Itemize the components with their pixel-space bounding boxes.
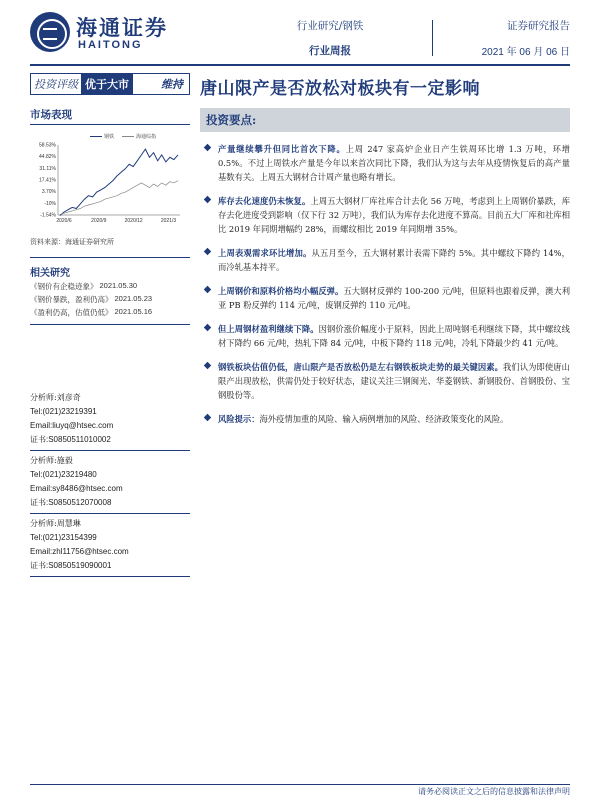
footer-disclaimer[interactable]: 请务必阅读正文之后的信息披露和法律声明 (418, 787, 570, 796)
rating-status: 维持 (161, 78, 183, 91)
diamond-bullet-icon (204, 196, 211, 203)
y-tick-label: 31.11% (39, 165, 56, 172)
key-points-list (200, 142, 570, 436)
logo-english-name: HAITONG (78, 39, 143, 51)
analyst-cert: 证书:S0850512070008 (30, 498, 112, 507)
diamond-bullet-icon (204, 414, 211, 421)
key-point: 上周表观需求环比增加。从五月至今，五大钢材累计表需下降约 5%。其中螺纹下降约 14%，而冷轧基本持平。 (200, 246, 570, 274)
chart-legend (90, 133, 156, 140)
report-meta-block (482, 18, 570, 58)
series-line-steel (60, 149, 178, 215)
related-item[interactable]: 《盈利仍高，估值仍低》 2021.05.16 (30, 307, 153, 317)
diamond-bullet-icon (204, 362, 211, 369)
left-sidebar (30, 73, 190, 325)
key-point: 产量继续攀升但同比首次下降。上周 247 家高炉企业日产生铁周环比增 1.3 万吨，环增 0.5%。不过上周铁水产量是今年以来首次同比下降，我们认为这与去年从疫情恢复后的高产量基数有关。上周五大钢材合计周产量也略有增长。 (200, 142, 570, 184)
y-tick-label: 44.82% (39, 154, 56, 161)
analyst-name: 分析师:刘彦奇 (30, 393, 81, 402)
legend-index: 海通综指 (122, 133, 156, 140)
key-point: 风险提示：海外疫情加重的风险、输入病例增加的风险、经济政策变化的风险。 (200, 412, 570, 426)
diamond-bullet-icon (204, 248, 211, 255)
legend-steel: 钢铁 (90, 133, 114, 140)
analyst-card (30, 388, 190, 451)
analyst-tel: Tel:(021)23154399 (30, 533, 97, 542)
analyst-cert: 证书:S0850519090001 (30, 561, 112, 570)
report-label: 证券研究报告 (507, 20, 570, 32)
analyst-card (30, 451, 190, 514)
market-section-title: 市场表现 (30, 107, 190, 125)
market-chart-svg (30, 131, 190, 231)
diamond-bullet-icon (204, 324, 211, 331)
report-category: 行业研究/钢铁 (296, 20, 364, 32)
analyst-tel: Tel:(021)23219480 (30, 470, 97, 479)
y-tick-label: -1.54% (40, 212, 56, 219)
related-item[interactable]: 《钢价暴跌，盈利仍高》 2021.05.23 (30, 294, 153, 304)
report-title: 唐山限产是否放松对板块有一定影响 (200, 79, 480, 99)
x-tick-label: 2020/9 (91, 218, 107, 224)
report-category-block (270, 18, 390, 58)
rating-key: 投资评级 (34, 78, 78, 91)
series-line-index (60, 181, 178, 215)
haitong-logo-icon (30, 12, 70, 52)
investment-rating (30, 73, 190, 95)
x-tick-label: 2021/3 (160, 218, 177, 224)
x-tick-label: 2020/12 (124, 218, 143, 224)
key-points-header: 投资要点: (200, 108, 570, 132)
related-title: 相关研究 (30, 268, 70, 279)
diamond-bullet-icon (204, 144, 211, 151)
analyst-card (30, 514, 190, 577)
analyst-tel: Tel:(021)23219391 (30, 407, 97, 416)
report-type: 行业周报 (309, 45, 351, 57)
y-tick-label: -10% (44, 200, 56, 207)
y-tick-label: 17.41% (39, 177, 56, 184)
analyst-email[interactable]: Email:zhl11756@htsec.com (30, 547, 129, 556)
y-tick-label: 58.53% (39, 142, 56, 149)
analyst-email[interactable]: Email:sy8486@htsec.com (30, 484, 123, 493)
analyst-name: 分析师:施毅 (30, 456, 73, 465)
company-logo (30, 12, 170, 52)
market-performance-chart (30, 131, 190, 231)
analyst-contacts (30, 388, 190, 577)
header-divider (432, 20, 433, 56)
footer-rule (30, 784, 570, 785)
chart-source: 资料来源：海通证券研究所 (30, 237, 190, 258)
analyst-cert: 证书:S0850511010002 (30, 435, 111, 444)
analyst-email[interactable]: Email:liuyq@htsec.com (30, 421, 114, 430)
diamond-bullet-icon (204, 286, 211, 293)
related-research (30, 264, 190, 325)
report-header (0, 0, 600, 64)
report-date: 2021 年 06 月 06 日 (481, 47, 570, 58)
key-point: 库存去化速度仍未恢复。上周五大钢材厂库社库合计去化 56 万吨，考虑到上上周钢价暴跌，库存去化进度受到影响（仅下行 32 万吨），我们认为库存去化进度不算高。目前五大厂库和社库相比 2019 年同期增幅约 28%，而螺纹相比 2019 年同期增 35%。 (200, 194, 570, 236)
key-point: 上周钢价和原料价格均小幅反弹。五大钢材反弹约 100-200 元/吨，但原料也跟着反弹，澳大利亚 PB 粉反弹约 114 元/吨，废钢反弹约 110 元/吨。 (200, 284, 570, 312)
y-tick-label: 3.70% (41, 189, 56, 196)
x-tick-label: 2020/6 (56, 218, 72, 224)
rating-value: 优于大市 (81, 74, 133, 94)
related-item[interactable]: 《钢价有企稳迹象》 2021.05.30 (30, 281, 138, 291)
analyst-name: 分析师:周慧琳 (30, 519, 81, 528)
logo-chinese-name: 海通证券 (76, 15, 168, 40)
key-point: 但上周钢材盈利继续下降。因钢价涨价幅度小于原料，因此上周吨钢毛利继续下降，其中螺纹线材下降约 66 元/吨，热轧下降 84 元/吨，中板下降约 118 元/吨，冷轧下降最少约 41 元/吨。 (200, 322, 570, 350)
key-point: 钢铁板块估值仍低，唐山限产是否放松仍是左右钢铁板块走势的最关键因素。我们认为即使唐山限产出现放松，供需仍处于较好状态，建议关注三钢闽光、华菱钢铁、新钢股份、首钢股份、宝钢股份等。 (200, 360, 570, 402)
header-rule (30, 64, 570, 66)
